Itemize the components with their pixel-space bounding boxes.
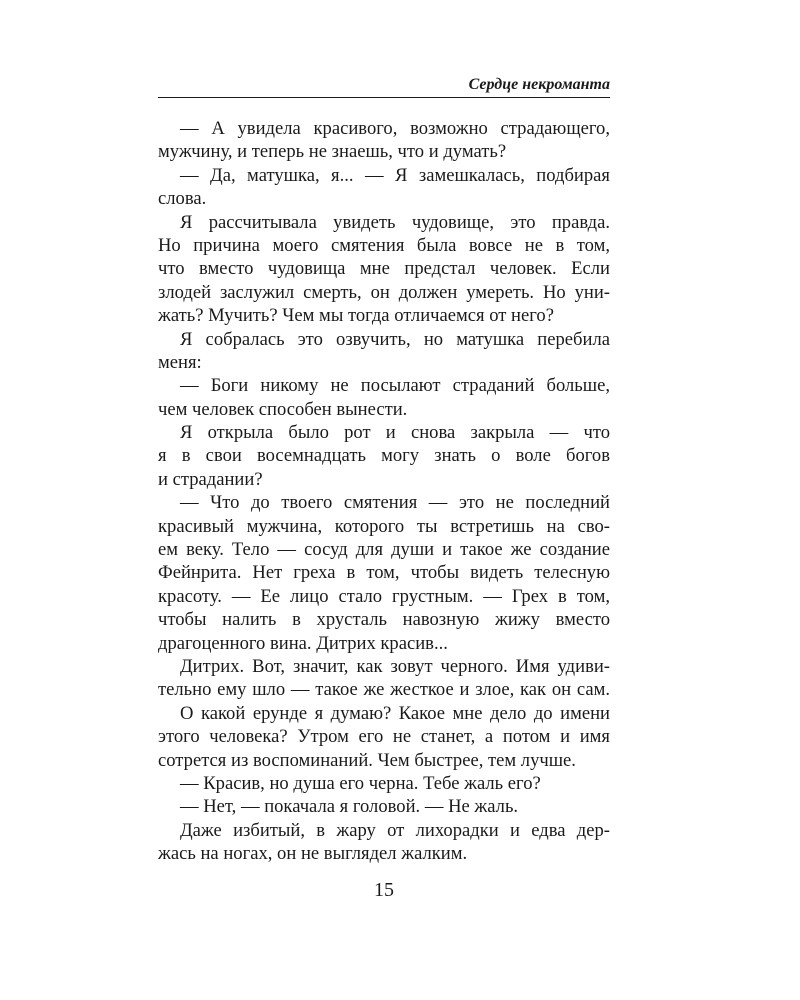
- text-line: и страдании?: [158, 468, 263, 490]
- text-line: чтобы налить в хрусталь навозную жижу вместо: [158, 609, 610, 631]
- header-rule: [158, 97, 610, 98]
- text-line: О какой ерунде я думаю? Какое мне дело до имени: [180, 702, 610, 724]
- text-line: мужчину, и теперь не знаешь, что и думать?: [158, 141, 507, 163]
- text-line: что вместо чудовища мне предстал человек. Если: [158, 258, 610, 280]
- text-line: красивый мужчина, которого ты встретишь на сво-: [158, 515, 610, 537]
- text-line: злодей заслужил смерть, он должен умереть. Но уни-: [158, 281, 610, 303]
- running-head-title: Сердце некроманта: [468, 76, 610, 93]
- text-line: Дитрих. Вот, значит, как зовут черного. Имя удиви-: [180, 655, 610, 677]
- text-line: ем веку. Тело — сосуд для души и такое же создание: [158, 539, 610, 561]
- text-line: Я открыла было рот и снова закрыла — что: [180, 422, 610, 444]
- text-line: этого человека? Утром его не станет, а потом и имя: [158, 726, 610, 748]
- body-text: [158, 117, 610, 866]
- text-line: чем человек способен вынести.: [158, 398, 408, 420]
- text-line: сотрется из воспоминаний. Чем быстрее, тем лучше.: [158, 749, 576, 771]
- page-number: 15: [374, 879, 394, 901]
- text-line: — Красив, но душа его черна. Тебе жаль его?: [180, 772, 541, 794]
- text-line: Фейнрита. Нет греха в том, чтобы видеть телесную: [158, 562, 610, 584]
- text-line: Я рассчитывала увидеть чудовище, это правда.: [180, 211, 610, 233]
- text-line: Но причина моего смятения была вовсе не в том,: [158, 234, 610, 256]
- text-line: красоту. — Ее лицо стало грустным. — Грех в том,: [158, 585, 610, 607]
- text-line: жась на ногах, он не выглядел жалким.: [158, 843, 468, 865]
- text-line: — Боги никому не посылают страданий больше,: [180, 375, 610, 397]
- text-line: Даже избитый, в жару от лихорадки и едва дер-: [180, 819, 610, 841]
- text-line: — Что до твоего смятения — это не последний: [180, 492, 610, 514]
- text-line: слова.: [158, 188, 207, 210]
- text-line: тельно ему шло — такое же жесткое и злое, как он сам.: [158, 679, 610, 701]
- text-line: я в свои восемнадцать могу знать о воле богов: [158, 445, 610, 467]
- text-line: драгоценного вина. Дитрих красив...: [158, 632, 448, 654]
- text-line: — Да, матушка, я... — Я замешкалась, подбирая: [180, 164, 610, 186]
- text-line: жать? Мучить? Чем мы тогда отличаемся от него?: [158, 305, 554, 327]
- text-line: меня:: [158, 351, 202, 373]
- text-line: Я собралась это озвучить, но матушка перебила: [180, 328, 610, 350]
- text-line: — Нет, — покачала я головой. — Не жаль.: [180, 796, 519, 818]
- text-line: — А увидела красивого, возможно страдающего,: [180, 118, 610, 139]
